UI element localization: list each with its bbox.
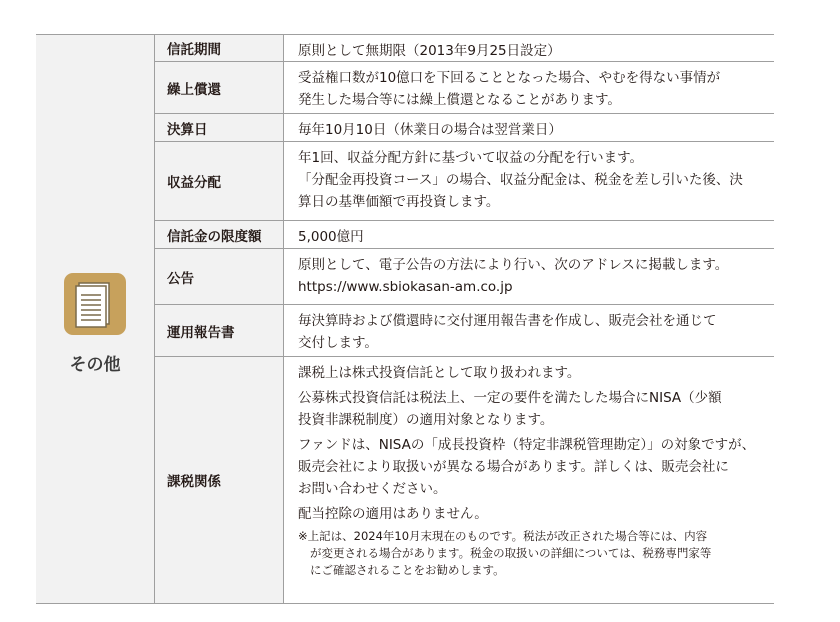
note-line: ※上記は、2024年10月末現在のものです。税法が改正された場合等には、内容 bbox=[298, 529, 708, 543]
value-line: 毎年10月10日（休業日の場合は翌営業日） bbox=[298, 122, 562, 138]
row-value bbox=[285, 305, 763, 354]
category-cell bbox=[36, 35, 155, 603]
value-line: 原則として、電子公告の方法により行い、次のアドレスに掲載します。 bbox=[298, 257, 729, 273]
value-line: 公募株式投資信託は税法上、一定の要件を満たした場合にNISA（少額 bbox=[298, 390, 722, 406]
row-value bbox=[285, 249, 763, 298]
row-value bbox=[285, 357, 763, 579]
row-label: 収益分配 bbox=[155, 142, 284, 220]
table-row bbox=[155, 357, 774, 603]
document-icon bbox=[64, 273, 126, 335]
value-line: 販売会社により取扱いが異なる場合があります。詳しくは、販売会社に bbox=[298, 459, 729, 475]
website-url: https://www.sbiokasan-am.co.jp bbox=[298, 279, 513, 295]
row-label: 課税関係 bbox=[155, 357, 284, 603]
info-table bbox=[36, 34, 774, 604]
table-row bbox=[155, 249, 774, 305]
note-line: にご確認されることをお勧めします。 bbox=[310, 563, 505, 577]
table-row bbox=[155, 35, 774, 62]
value-line: 交付します。 bbox=[298, 335, 378, 351]
row-value bbox=[285, 221, 763, 248]
value-line: お問い合わせください。 bbox=[298, 481, 447, 497]
row-value bbox=[285, 142, 763, 213]
note-line: が変更される場合があります。税金の取扱いの詳細については、税務専門家等 bbox=[310, 546, 712, 560]
value-line: 算日の基準価額で再投資します。 bbox=[298, 194, 500, 210]
value-line: 投資非課税制度）の適用対象となります。 bbox=[298, 412, 554, 428]
row-value bbox=[285, 35, 763, 62]
row-label: 繰上償還 bbox=[155, 62, 284, 113]
row-label: 公告 bbox=[155, 249, 284, 304]
table-row bbox=[155, 142, 774, 221]
row-label: 決算日 bbox=[155, 114, 284, 141]
value-line: 発生した場合等には繰上償還となることがあります。 bbox=[298, 92, 621, 108]
value-line: 原則として無期限（2013年9月25日設定） bbox=[298, 43, 561, 59]
value-line: 毎決算時および償還時に交付運用報告書を作成し、販売会社を通じて bbox=[298, 313, 717, 329]
row-label: 信託金の限度額 bbox=[155, 221, 284, 248]
category-label: その他 bbox=[69, 355, 121, 375]
row-label: 信託期間 bbox=[155, 35, 284, 61]
value-line: 「分配金再投資コース」の場合、収益分配金は、税金を差し引いた後、決 bbox=[298, 172, 743, 188]
row-label: 運用報告書 bbox=[155, 305, 284, 356]
row-value bbox=[285, 62, 763, 111]
tax-note bbox=[298, 528, 763, 579]
value-line: 年1回、収益分配方針に基づいて収益の分配を行います。 bbox=[298, 150, 644, 166]
value-line: 配当控除の適用はありません。 bbox=[298, 506, 488, 522]
table-row bbox=[155, 62, 774, 114]
table-row bbox=[155, 221, 774, 249]
value-line: ファンドは、NISAの「成長投資枠（特定非課税管理勘定）」の対象ですが、 bbox=[298, 437, 756, 453]
table-row bbox=[155, 114, 774, 142]
value-line: 5,000億円 bbox=[298, 229, 364, 245]
table-row bbox=[155, 305, 774, 357]
value-line: 受益権口数が10億口を下回ることとなった場合、やむを得ない事情が bbox=[298, 70, 721, 86]
row-value bbox=[285, 114, 763, 141]
value-line: 課税上は株式投資信託として取り扱われます。 bbox=[298, 365, 581, 381]
